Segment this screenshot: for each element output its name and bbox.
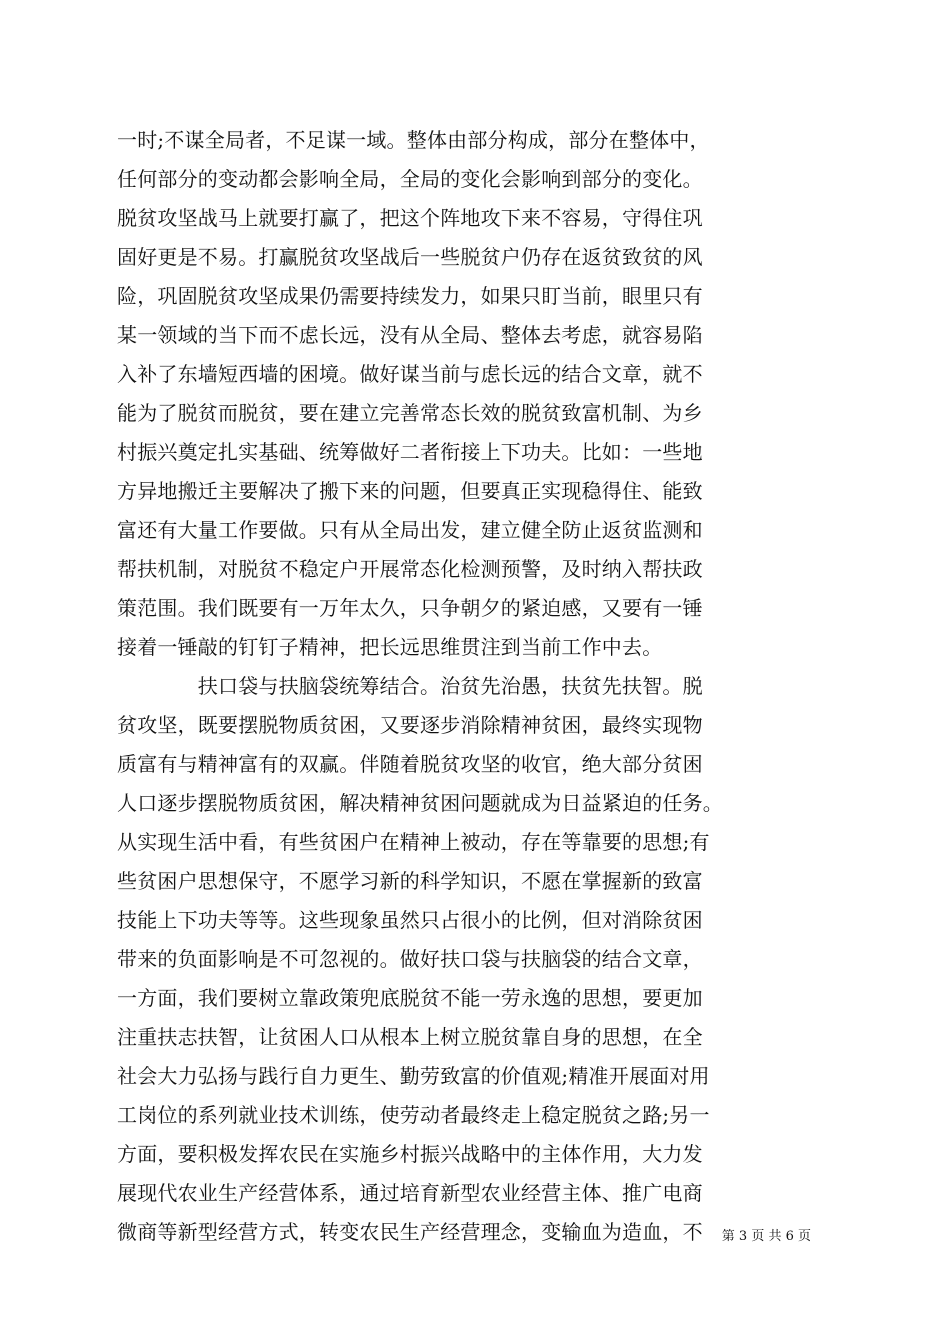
text-line: 微商等新型经营方式，转变农民生产经营理念，变输血为造血，不 bbox=[117, 1220, 703, 1244]
text-line: 富还有大量工作要做。只有从全局出发，建立健全防止返贫监测和 bbox=[117, 518, 703, 542]
text-line: 人口逐步摆脱物质贫困，解决精神贫困问题就成为日益紧迫的任务。 bbox=[117, 791, 723, 815]
page-number: 第 3 页 共 6 页 bbox=[721, 1229, 811, 1244]
document-body bbox=[117, 121, 817, 1252]
text-line: 能为了脱贫而脱贫，要在建立完善常态长效的脱贫致富机制、为乡 bbox=[117, 401, 703, 425]
text-line: 险，巩固脱贫攻坚成果仍需要持续发力，如果只盯当前，眼里只有 bbox=[117, 284, 703, 308]
text-line: 帮扶机制，对脱贫不稳定户开展常态化检测预警，及时纳入帮扶政 bbox=[117, 557, 703, 581]
text-line: 接着一锤敲的钉钉子精神，把长远思维贯注到当前工作中去。 bbox=[117, 635, 663, 659]
text-line: 从实现生活中看，有些贫困户在精神上被动，存在等靠要的思想;有 bbox=[117, 830, 710, 854]
paragraph-start-line: 扶口袋与扶脑袋统筹结合。治贫先治愚，扶贫先扶智。脱 bbox=[117, 674, 703, 698]
text-line: 脱贫攻坚战马上就要打赢了，把这个阵地攻下来不容易，守得住巩 bbox=[117, 206, 703, 230]
text-line: 村振兴奠定扎实基础、统筹做好二者衔接上下功夫。比如：一些地 bbox=[117, 440, 703, 464]
text-line: 些贫困户思想保守，不愿学习新的科学知识，不愿在掌握新的致富 bbox=[117, 869, 703, 893]
text-line: 注重扶志扶智，让贫困人口从根本上树立脱贫靠自身的思想，在全 bbox=[117, 1025, 703, 1049]
text-line: 一时;不谋全局者，不足谋一域。整体由部分构成，部分在整体中， bbox=[117, 128, 710, 152]
text-line: 展现代农业生产经营体系，通过培育新型农业经营主体、推广电商 bbox=[117, 1181, 703, 1205]
text-line: 工岗位的系列就业技术训练，使劳动者最终走上稳定脱贫之路;另一 bbox=[117, 1103, 710, 1127]
text-line: 方面，要积极发挥农民在实施乡村振兴战略中的主体作用，大力发 bbox=[117, 1142, 703, 1166]
text-line: 社会大力弘扬与践行自力更生、勤劳致富的价值观;精准开展面对用 bbox=[117, 1064, 710, 1088]
text-line: 策范围。我们既要有一万年太久，只争朝夕的紧迫感，又要有一锤 bbox=[117, 596, 703, 620]
text-line: 入补了东墙短西墙的困境。做好谋当前与虑长远的结合文章，就不 bbox=[117, 362, 703, 386]
text-line: 某一领域的当下而不虑长远，没有从全局、整体去考虑，就容易陷 bbox=[117, 323, 703, 347]
text-line: 贫攻坚，既要摆脱物质贫困，又要逐步消除精神贫困，最终实现物 bbox=[117, 713, 703, 737]
text-line: 带来的负面影响是不可忽视的。做好扶口袋与扶脑袋的结合文章， bbox=[117, 947, 703, 971]
text-line: 质富有与精神富有的双赢。伴随着脱贫攻坚的收官，绝大部分贫困 bbox=[117, 752, 703, 776]
text-line: 方异地搬迁主要解决了搬下来的问题，但要真正实现稳得住、能致 bbox=[117, 479, 703, 503]
text-line: 固好更是不易。打赢脱贫攻坚战后一些脱贫户仍存在返贫致贫的风 bbox=[117, 245, 703, 269]
text-line: 技能上下功夫等等。这些现象虽然只占很小的比例，但对消除贫困 bbox=[117, 908, 703, 932]
text-line: 一方面，我们要树立靠政策兜底脱贫不能一劳永逸的思想，要更加 bbox=[117, 986, 703, 1010]
text-line: 任何部分的变动都会影响全局，全局的变化会影响到部分的变化。 bbox=[117, 167, 703, 191]
